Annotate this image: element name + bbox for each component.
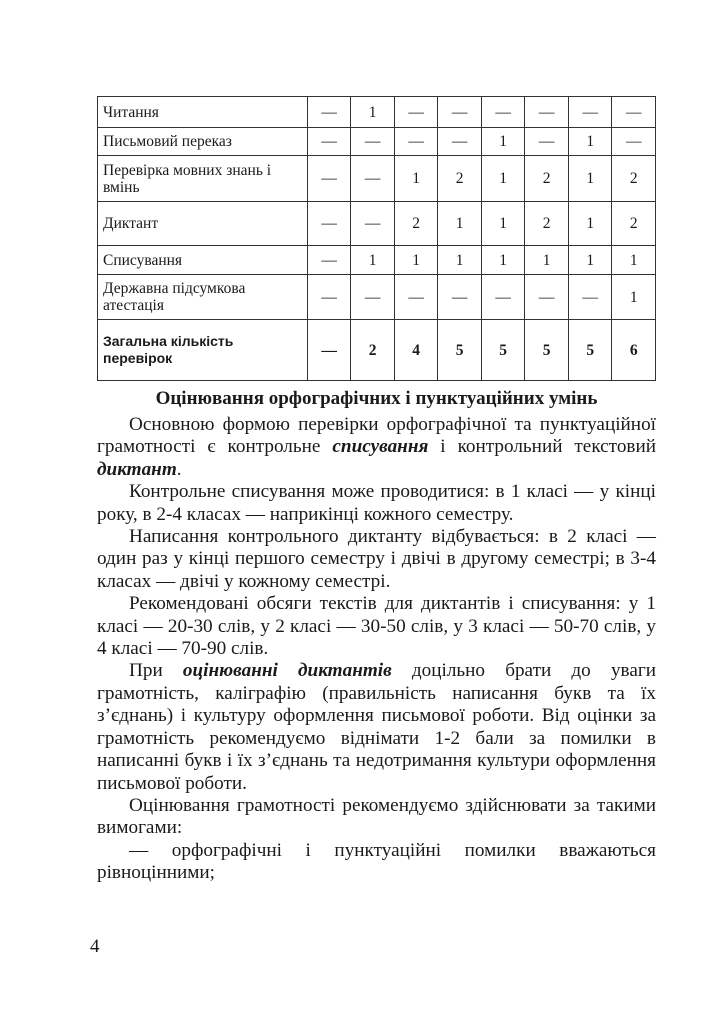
paragraph [97, 660, 656, 794]
table-row [98, 275, 656, 320]
section-heading: Оцінювання орфографічних і пунктуаційних умінь [155, 388, 598, 409]
paragraph: Оцінювання грамотності рекомендуємо здійснювати за такими вимогами: [97, 794, 656, 839]
table-cell: 1 [568, 202, 612, 246]
body-text [97, 414, 656, 885]
table-cell: 1 [438, 246, 482, 275]
table-cell: 1 [481, 156, 525, 202]
table-row-total [98, 320, 656, 381]
table-cell: — [307, 128, 351, 156]
table-row [98, 97, 656, 128]
table-cell: — [351, 202, 395, 246]
paragraph: Контрольне списування може проводитися: в 1 класі — у кінці року, в 2-4 класах — наприкінці кожного семестру. [97, 481, 656, 525]
table-cell: — [438, 275, 482, 320]
table-cell: 2 [612, 156, 656, 202]
row-label: Загальна кількість перевірок [98, 320, 308, 381]
text-run: При [129, 660, 183, 682]
text-run: і контрольний текстовий [428, 436, 657, 458]
checks-table [97, 96, 656, 381]
table-cell: 5 [481, 320, 525, 381]
table-cell: 1 [351, 97, 395, 128]
table-cell: 6 [612, 320, 656, 381]
table-cell: — [307, 246, 351, 275]
table-cell: — [351, 156, 395, 202]
row-label: Диктант [98, 202, 308, 246]
table-cell: 1 [525, 246, 569, 275]
emphasis-text: списування [332, 436, 429, 458]
row-label: Державна підсумкова атестація [98, 275, 308, 320]
table-cell: 1 [481, 202, 525, 246]
table-cell: — [438, 128, 482, 156]
table-cell: — [481, 275, 525, 320]
paragraph: Написання контрольного диктанту відбувається: в 2 класі — один раз у кінці першого семестру і двічі в другому семестрі; в 3-4 класах — двічі у кожному семестрі. [97, 526, 656, 592]
text-run: Основною формою перевірки орфографічної та пунктуаційної грамотності є контрольне [97, 414, 656, 458]
table-cell: 1 [394, 246, 438, 275]
table-row [98, 128, 656, 156]
table-cell: — [307, 97, 351, 128]
table-cell: — [612, 128, 656, 156]
table-cell: — [394, 97, 438, 128]
row-label: Читання [98, 97, 308, 128]
table-cell: 4 [394, 320, 438, 381]
table-cell: — [307, 202, 351, 246]
emphasis-text: оцінюванні диктантів [182, 660, 392, 682]
table-row [98, 246, 656, 275]
table-cell: 1 [394, 156, 438, 202]
table-cell: — [568, 275, 612, 320]
table-cell: 1 [612, 246, 656, 275]
table-cell: 1 [438, 202, 482, 246]
table-cell: — [307, 275, 351, 320]
table-cell: — [612, 97, 656, 128]
table-cell: 1 [568, 128, 612, 156]
table-cell: 5 [568, 320, 612, 381]
table-cell: — [525, 128, 569, 156]
table-cell: — [394, 128, 438, 156]
text-run: . [176, 458, 182, 480]
table-cell: — [351, 128, 395, 156]
table-row [98, 156, 656, 202]
table-cell: 2 [438, 156, 482, 202]
table-cell: 1 [568, 156, 612, 202]
paragraph: Рекомендовані обсяги текстів для диктантів і списування: у 1 класі — 20-30 слів, у 2 класі — 30-50 слів, у 3 класі — 50-70 слів, у 4 класі — 70-90 слів. [97, 593, 656, 660]
table-row [98, 202, 656, 246]
table-cell: — [481, 97, 525, 128]
table-cell: 2 [525, 202, 569, 246]
row-label: Перевірка мовних знань і вмінь [98, 156, 308, 202]
table-cell: — [568, 97, 612, 128]
table-cell: 5 [525, 320, 569, 381]
table-cell: 5 [438, 320, 482, 381]
text-run: доцільно брати до уваги грамотність, каліграфію (правильність написання букв та їх з’єднань) і культуру оформлення письмової роботи. Від оцінки за грамотність рекомендуємо віднімати 1-2 бали за помилки в написанні букв і їх з’єднань та недотримання культури оформлення письмової роботи. [97, 660, 656, 794]
table-cell: 2 [525, 156, 569, 202]
table-cell: — [307, 320, 351, 381]
table-cell: 2 [612, 202, 656, 246]
table-cell: 2 [394, 202, 438, 246]
table-cell: — [307, 156, 351, 202]
emphasis-text: диктант [97, 458, 177, 480]
table-cell: 1 [351, 246, 395, 275]
table-cell: 1 [481, 246, 525, 275]
page-number: 4 [90, 936, 100, 957]
row-label: Письмовий переказ [98, 128, 308, 156]
paragraph: — орфографічні і пунктуаційні помилки вважаються рівноцінними; [97, 839, 656, 884]
table-cell: — [525, 97, 569, 128]
table-cell: 2 [351, 320, 395, 381]
table-cell: — [525, 275, 569, 320]
table-cell: — [438, 97, 482, 128]
table-cell: — [351, 275, 395, 320]
table-cell: 1 [612, 275, 656, 320]
row-label: Списування [98, 246, 308, 275]
table-cell: — [394, 275, 438, 320]
paragraph [97, 414, 656, 481]
table-cell: 1 [568, 246, 612, 275]
table-cell: 1 [481, 128, 525, 156]
